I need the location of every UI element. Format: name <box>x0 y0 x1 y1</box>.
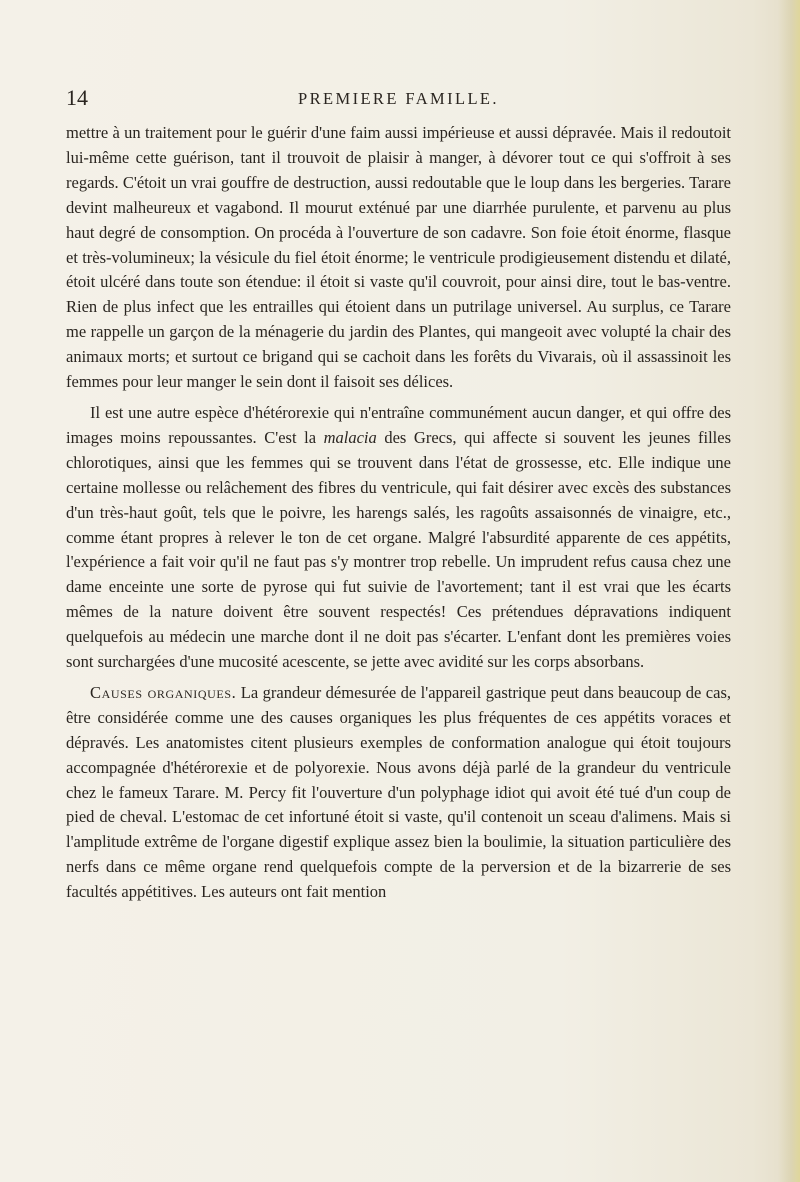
paragraph-1 <box>66 121 731 395</box>
paragraph-2-text-end: des Grecs, qui affecte si souvent les jeunes filles chlorotiques, ainsi que les femmes qui se trouvent dans l'état de grossesse, etc. Elle indique une certaine mollesse ou relâchement des fibres du ventricule, qui fait désirer avec excès des substances d'un très-haut goût, tels que le poivre, les harengs salés, les ragoûts assaisonnés de vinaigre, etc., comme étant propres à relever le ton de cet organe. Malgré l'absurdité apparente de ces appétits, l'expérience a fait voir qu'il ne faut pas s'y montrer trop rebelle. Un imprudent refus causa chez une dame enceinte une sorte de pyrose qui fut suivie de l'avortement; tant il est vrai que les écarts mêmes de la nature doivent être souvent respectés! Ces prétendues dépravations indiquent quelquefois au médecin une marche dont il ne doit pas s'écarter. L'enfant dont les premières voies sont surchargées d'une mucosité acescente, se jette avec avidité sur les corps absorbans. <box>66 427 732 672</box>
malacia-term: malacia <box>323 427 377 447</box>
paragraph-1-text: mettre à un traitement pour le guérir d'une faim aussi impérieuse et aussi dépravée. Mais il redoutoit lui-même cette guérison, tant il trouvoit de plaisir à manger, à dévorer tout ce qui s'offroit à ses regards. C'étoit un vrai gouffre de destruction, aussi redoutable que le loup dans les bergeries. Tarare devint malheureux et vagabond. Il mourut exténué par une diarrhée purulente, et parvenu au plus haut degré de consomption. On procéda à l'ouverture de son cadavre. Son foie étoit énorme, flasque et très-volumineux; la vésicule du fiel étoit énorme; le ventricule prodigieusement distendu et dilaté, étoit ulcéré dans toute son étendue: il étoit si vaste qu'il couvroit, pour ainsi dire, tout le bas-ventre. Rien de plus infect que les entrailles qui étoient dans un putrilage universel. Au surplus, ce Tarare me rappelle un garçon de la ménagerie du jardin des Plantes, qui mangeoit avec volupté la chair des animaux morts; et surtout ce brigand qui se cachoit dans les forêts du Vivarais, où il assassinoit les femmes pour leur manger le sein dont il faisoit ses délices. <box>66 123 731 392</box>
paragraph-3-text: La grandeur démesurée de l'appareil gastrique peut dans beaucoup de cas, être considérée comme une des causes organiques les plus fréquentes de ces appétits voraces et dépravés. Les anatomistes citent plusieurs exemples de conformation analogue qui étoit toujours accompagnée d'hétérorexie et de polyorexie. Nous avons déjà parlé de la grandeur du ventricule chez le fameux Tarare. M. Percy fit l'ouverture d'un polyphage idiot qui avoit été tué d'un coup de pied de cheval. L'estomac de cet infortuné étoit si vaste, qu'il contenoit un sceau d'alimens. Mais si l'amplitude extrême de l'organe digestif explique assez bien la boulimie, la situation particulière des nerfs dans ce même organe rend quelquefois compte de la perversion et de la bizarrerie de ses facultés appétitives. Les auteurs ont fait mention <box>66 682 731 902</box>
body-text <box>66 121 731 905</box>
section-lead-causes-organiques: Causes organiques. <box>90 682 237 702</box>
paragraph-3 <box>66 681 731 905</box>
page-number: 14 <box>66 85 88 110</box>
page-edge-shading <box>778 0 800 1182</box>
running-head: PREMIERE FAMILLE. <box>298 89 499 108</box>
page-header <box>66 82 731 116</box>
paragraph-2 <box>66 401 731 675</box>
paragraph-2-text-start: Il est une autre espèce d'hétérorexie qui n'entraîne communément aucun danger, et qui offre des images moins repoussantes. C'est la <box>66 402 731 447</box>
